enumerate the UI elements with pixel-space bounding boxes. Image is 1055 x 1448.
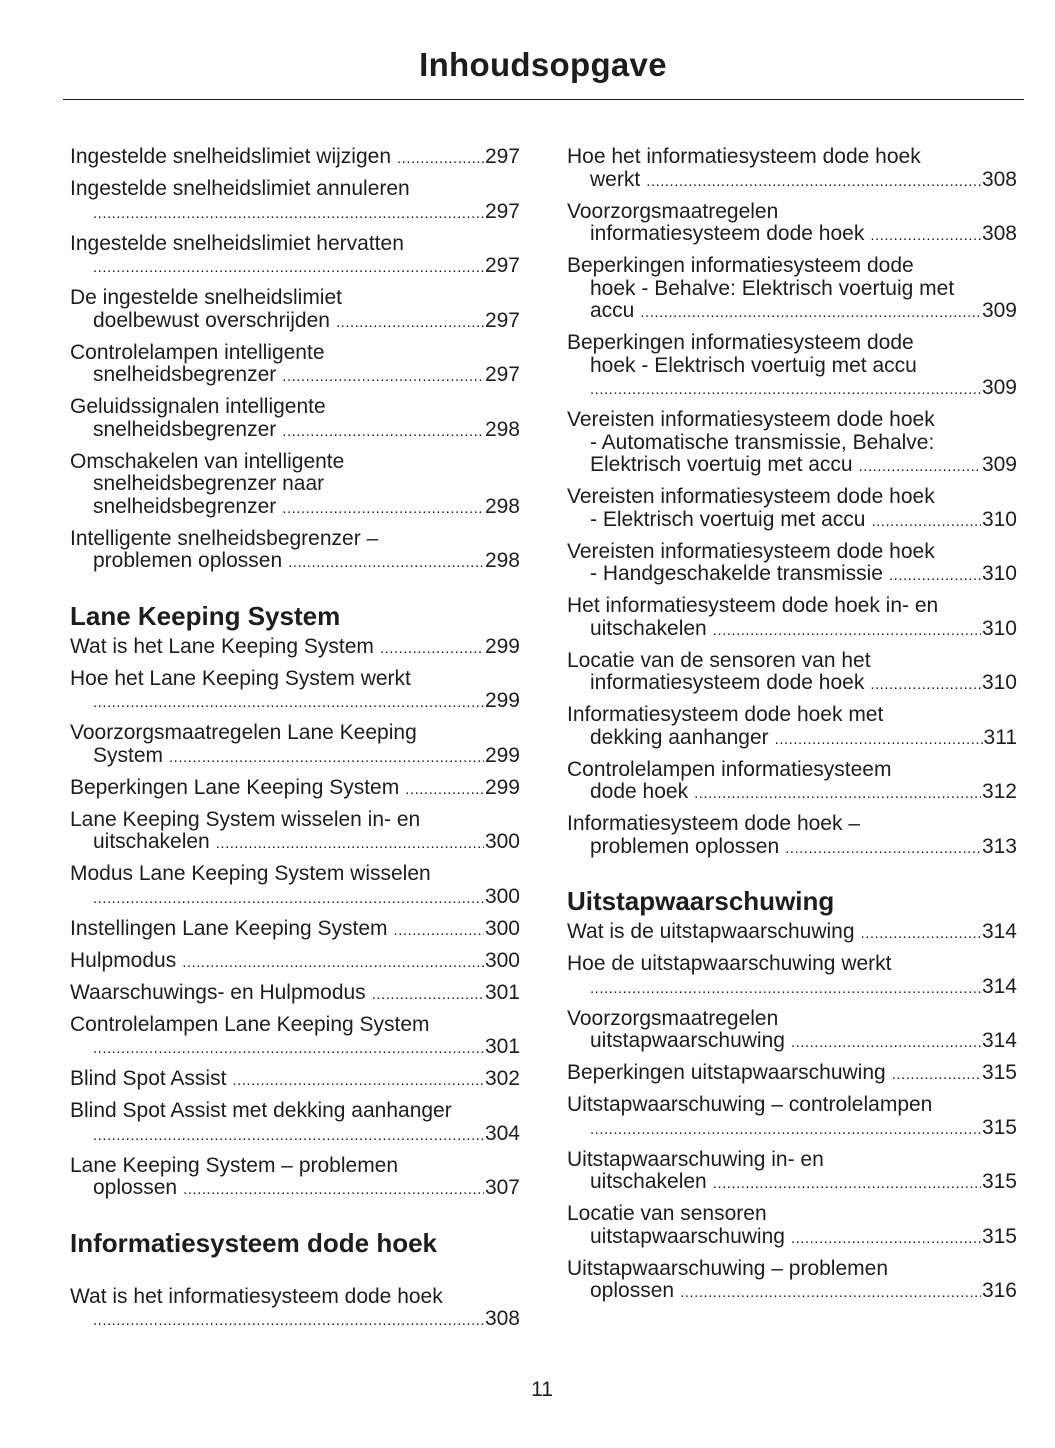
toc-entry-text: Wat is de uitstapwaarschuwing [567, 920, 855, 943]
toc-entry-last-line [567, 727, 1017, 752]
section-heading: Lane Keeping System [70, 600, 341, 631]
toc-entry-text: Informatiesysteem dode hoek met [567, 703, 884, 726]
dot-leader [169, 745, 484, 770]
page-title: Inhoudsopgave [419, 46, 667, 83]
toc-entry[interactable] [70, 809, 520, 856]
toc-entry-last-line [567, 454, 1017, 479]
toc-page-number: 315 [981, 1170, 1017, 1193]
toc-entry-text: Informatiesysteem dode hoek – [567, 812, 860, 835]
toc-page-number: 299 [484, 775, 520, 799]
toc-entry-text: Lane Keeping System – problemen [70, 1153, 399, 1177]
toc-entry[interactable] [70, 636, 520, 661]
toc-entry[interactable] [567, 813, 1017, 860]
toc-page-number: 308 [981, 222, 1017, 245]
toc-entry-text: Geluidssignalen intelligente [70, 395, 326, 418]
toc-entry-text: Wat is het Lane Keeping System [70, 634, 374, 658]
dot-leader [870, 672, 981, 697]
toc-entry[interactable] [567, 921, 1017, 946]
toc-entry-text: informatiesysteem dode hoek [590, 222, 865, 245]
toc-entry[interactable] [70, 287, 520, 334]
toc-entry-text: problemen oplossen [93, 549, 283, 572]
toc-entry-last-line [70, 255, 520, 280]
toc-entry-text: Uitstapwaarschuwing – controlelampen [567, 1093, 933, 1116]
toc-entry-text: Intelligente snelheidsbegrenzer – [70, 526, 379, 550]
toc-entry-text: problemen oplossen [590, 834, 780, 858]
toc-entry-text: Controlelampen informatiesysteem [567, 757, 892, 781]
toc-entry-text: Beperkingen Lane Keeping System [70, 775, 400, 799]
toc-entry-text: uitschakelen [590, 616, 707, 640]
toc-entry-text: Elektrisch voertuig met accu [590, 453, 853, 476]
toc-page-number: 304 [484, 1121, 520, 1145]
toc-entry[interactable] [567, 595, 1017, 642]
toc-entry-text: accu [590, 299, 635, 322]
dot-leader [791, 1226, 981, 1251]
toc-page-number: 299 [484, 743, 520, 767]
toc-entry-text: Instellingen Lane Keeping System [70, 916, 388, 940]
dot-leader [93, 1123, 484, 1148]
toc-entry[interactable] [567, 953, 1017, 1000]
toc-page-number: 314 [981, 974, 1017, 998]
toc-page-number: 299 [484, 689, 520, 712]
toc-page-number: 309 [981, 453, 1017, 476]
toc-entry-text: Blind Spot Assist [70, 1067, 227, 1090]
toc-page-number: 298 [484, 494, 520, 518]
toc-entry[interactable] [70, 451, 520, 521]
toc-entry-text: uitschakelen [93, 830, 210, 853]
toc-entry-text: System [93, 743, 164, 767]
dot-leader [861, 921, 981, 946]
toc-entry-last-line [70, 1123, 520, 1148]
toc-entry[interactable] [567, 486, 1017, 533]
toc-entry-last-line [567, 1117, 1017, 1142]
toc-entry-last-line [567, 563, 1017, 588]
toc-entry-text: Modus Lane Keeping System wisselen [70, 862, 431, 885]
toc-entry-text: uitschakelen [590, 1170, 707, 1193]
dot-leader [713, 618, 981, 643]
toc-entry[interactable] [567, 650, 1017, 697]
toc-entry[interactable] [70, 178, 520, 225]
toc-entry-text: dekking aanhanger [590, 725, 769, 749]
toc-page-number: 316 [981, 1279, 1017, 1302]
dot-leader [336, 310, 484, 335]
toc-entry-last-line [70, 550, 520, 575]
dot-leader [182, 950, 484, 975]
toc-entry-last-line [567, 377, 1017, 402]
dot-leader [646, 169, 981, 194]
title-divider [63, 99, 1024, 100]
toc-page-number: 298 [484, 549, 520, 572]
toc-entry[interactable] [70, 146, 520, 171]
toc-entry[interactable] [70, 777, 520, 802]
toc-entry[interactable] [70, 528, 520, 575]
toc-entry-last-line [567, 223, 1017, 248]
toc-page-number: 313 [981, 834, 1017, 858]
toc-entry[interactable] [567, 332, 1017, 402]
toc-entry[interactable] [70, 1068, 520, 1093]
toc-page-number: 301 [484, 1035, 520, 1058]
dot-leader [694, 781, 981, 806]
dot-leader [93, 690, 484, 715]
toc-entry-last-line [567, 169, 1017, 194]
toc-entry[interactable] [70, 342, 520, 389]
dot-leader [791, 1030, 981, 1055]
toc-page-number: 310 [981, 507, 1017, 531]
toc-entry-last-line [567, 1171, 1017, 1196]
toc-entry[interactable] [567, 1008, 1017, 1055]
toc-entry-text: Locatie van sensoren [567, 1202, 767, 1225]
toc-entry-text: Ingestelde snelheidslimiet hervatten [70, 231, 404, 255]
dot-leader [282, 364, 484, 389]
toc-entry-text: Lane Keeping System wisselen in- en [70, 807, 421, 831]
toc-entry-text: doelbewust overschrijden [93, 308, 330, 332]
toc-entry-text: Vereisten informatiesysteem dode hoek [567, 485, 935, 508]
toc-entry-text: snelheidsbegrenzer naar [93, 472, 325, 495]
toc-entry-last-line [70, 364, 520, 389]
toc-entry-text: Omschakelen van intelligente [70, 449, 345, 473]
toc-entry-text: Vereisten informatiesysteem dode hoek [567, 408, 935, 431]
dot-leader [640, 300, 981, 325]
toc-entry[interactable] [70, 1286, 520, 1333]
toc-entry[interactable] [567, 1258, 1017, 1305]
toc-page-number: 301 [484, 980, 520, 1004]
toc-entry-last-line [70, 982, 520, 1007]
dot-leader [372, 982, 484, 1007]
toc-entry-last-line [70, 419, 520, 444]
dot-leader [93, 255, 484, 280]
toc-entry-last-line [567, 836, 1017, 861]
toc-page-number: 308 [981, 167, 1017, 191]
toc-page-number: 315 [981, 1224, 1017, 1248]
toc-entry-text: Uitstapwaarschuwing in- en [567, 1147, 824, 1171]
toc-entry-last-line [567, 300, 1017, 325]
toc-entry-text: - Handgeschakelde transmissie [590, 562, 883, 585]
toc-entry-text: Ingestelde snelheidslimiet annuleren [70, 177, 410, 200]
toc-entry-last-line [70, 886, 520, 911]
toc-entry-last-line [567, 1226, 1017, 1251]
dot-leader [889, 563, 981, 588]
toc-entry-text: Controlelampen intelligente [70, 340, 325, 364]
toc-entry-text: De ingestelde snelheidslimiet [70, 286, 342, 309]
dot-leader [394, 918, 484, 943]
dot-leader [590, 377, 981, 402]
toc-entry-text: - Automatische transmissie, Behalve: [590, 430, 935, 454]
toc-entry-text: Voorzorgsmaatregelen Lane Keeping [70, 721, 417, 744]
toc-page-number: 310 [981, 562, 1017, 585]
toc-entry[interactable] [567, 201, 1017, 248]
dot-leader [785, 836, 981, 861]
toc-entry[interactable] [567, 759, 1017, 806]
toc-entry[interactable] [70, 1100, 520, 1147]
toc-entry-last-line [70, 831, 520, 856]
toc-entry-text: Beperkingen uitstapwaarschuwing [567, 1061, 886, 1084]
toc-page-number: 297 [484, 363, 520, 386]
toc-entry-text: hoek - Elektrisch voertuig met accu [590, 353, 917, 377]
toc-page-number: 315 [981, 1115, 1017, 1139]
toc-entry-text: snelheidsbegrenzer [93, 494, 277, 518]
toc-page-number: 309 [981, 376, 1017, 399]
toc-entry[interactable] [567, 409, 1017, 479]
toc-entry[interactable] [567, 1149, 1017, 1196]
toc-entry-last-line [70, 777, 520, 802]
toc-entry-text: Voorzorgsmaatregelen [567, 1006, 779, 1030]
toc-entry-text: werkt [590, 167, 641, 191]
toc-page-number: 297 [484, 254, 520, 277]
toc-entry[interactable] [70, 668, 520, 715]
toc-entry-last-line [70, 146, 520, 171]
toc-page-number: 309 [981, 299, 1017, 322]
toc-page-number: 310 [981, 616, 1017, 640]
toc-entry-last-line [70, 950, 520, 975]
dot-leader [713, 1171, 981, 1196]
toc-entry-text: hoek - Behalve: Elektrisch voertuig met [590, 276, 955, 300]
toc-page-number: 314 [981, 1029, 1017, 1052]
toc-entry[interactable] [70, 982, 520, 1007]
dot-leader [680, 1280, 981, 1305]
toc-entry-last-line [567, 1280, 1017, 1305]
dot-leader [93, 1308, 484, 1333]
toc-entry-last-line [70, 690, 520, 715]
dot-leader [232, 1068, 484, 1093]
toc-entry-text: snelheidsbegrenzer [93, 417, 277, 441]
dot-leader [397, 146, 484, 171]
dot-leader [282, 496, 484, 521]
toc-entry[interactable] [567, 1094, 1017, 1141]
dot-leader [892, 1062, 981, 1087]
dot-leader [380, 636, 484, 661]
toc-entry[interactable] [567, 146, 1017, 193]
dot-leader [590, 976, 981, 1001]
toc-entry-last-line [70, 636, 520, 661]
toc-entry-text: Voorzorgsmaatregelen [567, 199, 779, 223]
dot-leader [183, 1177, 484, 1202]
toc-entry-last-line [70, 310, 520, 335]
toc-entry[interactable] [70, 918, 520, 943]
toc-entry-text: uitstapwaarschuwing [590, 1029, 785, 1052]
toc-entry-last-line [70, 1036, 520, 1061]
toc-page-number: 300 [484, 884, 520, 908]
toc-page-number: 300 [484, 830, 520, 853]
toc-page-number: 311 [983, 725, 1017, 749]
toc-entry-text: oplossen [93, 1176, 178, 1199]
section-heading: Informatiesysteem dode hoek [70, 1227, 437, 1258]
toc-page-number: 312 [981, 780, 1017, 803]
toc-page-number: 298 [484, 417, 520, 441]
toc-entry[interactable] [567, 704, 1017, 751]
toc-entry[interactable] [70, 1155, 520, 1202]
dot-leader [405, 777, 484, 802]
toc-entry-text: snelheidsbegrenzer [93, 363, 277, 386]
toc-entry[interactable] [567, 1203, 1017, 1250]
toc-page-number: 299 [484, 634, 520, 658]
toc-page-number: 300 [484, 948, 520, 972]
toc-entry[interactable] [70, 233, 520, 280]
toc-column-left [70, 146, 520, 1340]
toc-entry-text: Beperkingen informatiesysteem dode [567, 254, 914, 277]
toc-page-number: 297 [484, 308, 520, 332]
dot-leader [871, 509, 981, 534]
toc-entry[interactable] [70, 396, 520, 443]
toc-entry-last-line [70, 1177, 520, 1202]
toc-entry-text: Hoe de uitstapwaarschuwing werkt [567, 952, 892, 975]
toc-entry-last-line [567, 976, 1017, 1001]
toc-entry-text: - Elektrisch voertuig met accu [590, 507, 866, 531]
toc-entry-text: informatiesysteem dode hoek [590, 671, 865, 694]
dot-leader [216, 831, 484, 856]
toc-entry[interactable] [567, 541, 1017, 588]
dot-leader [282, 419, 484, 444]
dot-leader [93, 1036, 484, 1061]
dot-leader [288, 550, 484, 575]
dot-leader [93, 201, 484, 226]
toc-page-number: 302 [484, 1067, 520, 1090]
toc-entry-last-line [70, 1068, 520, 1093]
toc-entry[interactable] [70, 863, 520, 910]
toc-entry-text: Locatie van de sensoren van het [567, 648, 871, 672]
toc-entry-text: dode hoek [590, 780, 689, 803]
toc-page-number: 315 [981, 1061, 1017, 1084]
toc-entry-last-line [70, 201, 520, 226]
toc-entry-text: Vereisten informatiesysteem dode hoek [567, 539, 935, 563]
toc-page-number: 314 [981, 920, 1017, 943]
toc-page-number: 297 [484, 145, 520, 168]
toc-entry-text: Ingestelde snelheidslimiet wijzigen [70, 145, 392, 168]
toc-entry-last-line [70, 918, 520, 943]
dot-leader [775, 727, 983, 752]
toc-entry-last-line [567, 618, 1017, 643]
toc-page-number: 307 [484, 1176, 520, 1199]
toc-entry-last-line [70, 745, 520, 770]
toc-page-number: 297 [484, 199, 520, 223]
toc-entry-last-line [567, 509, 1017, 534]
toc-entry-last-line [567, 672, 1017, 697]
toc-entry-text: oplossen [590, 1279, 675, 1302]
dot-leader [859, 454, 981, 479]
toc-entry[interactable] [567, 1062, 1017, 1087]
toc-entry-text: Wat is het informatiesysteem dode hoek [70, 1284, 443, 1308]
toc-entry-text: Uitstapwaarschuwing – problemen [567, 1256, 888, 1280]
toc-entry-last-line [70, 1308, 520, 1333]
toc-page-number: 300 [484, 916, 520, 940]
toc-entry-last-line [567, 781, 1017, 806]
toc-entry-text: Hoe het informatiesysteem dode hoek [567, 145, 921, 168]
toc-entry-text: Waarschuwings- en Hulpmodus [70, 980, 366, 1004]
section-heading: Uitstapwaarschuwing [567, 886, 835, 916]
toc-entry-text: Controlelampen Lane Keeping System [70, 1012, 430, 1036]
toc-entry-text: Blind Spot Assist met dekking aanhanger [70, 1099, 452, 1122]
toc-entry-text: Hulpmodus [70, 948, 177, 972]
toc-page-number: 310 [981, 671, 1017, 694]
toc-entry-text: Hoe het Lane Keeping System werkt [70, 666, 411, 690]
toc-page-number: 308 [484, 1307, 520, 1330]
dot-leader [870, 223, 981, 248]
toc-entry-text: Beperkingen informatiesysteem dode [567, 331, 914, 354]
toc-entry-last-line [567, 1030, 1017, 1055]
toc-entry-last-line [70, 496, 520, 521]
toc-entry[interactable] [70, 1014, 520, 1061]
toc-entry[interactable] [567, 255, 1017, 325]
toc-entry-last-line [567, 921, 1017, 946]
toc-column-right [567, 146, 1017, 1312]
dot-leader [590, 1117, 981, 1142]
dot-leader [93, 886, 484, 911]
toc-entry[interactable] [70, 722, 520, 769]
page-number: 11 [531, 1378, 553, 1401]
toc-entry-text: Het informatiesysteem dode hoek in- en [567, 594, 939, 617]
toc-entry-text: uitstapwaarschuwing [590, 1224, 785, 1248]
toc-entry-last-line [567, 1062, 1017, 1087]
toc-entry[interactable] [70, 950, 520, 975]
